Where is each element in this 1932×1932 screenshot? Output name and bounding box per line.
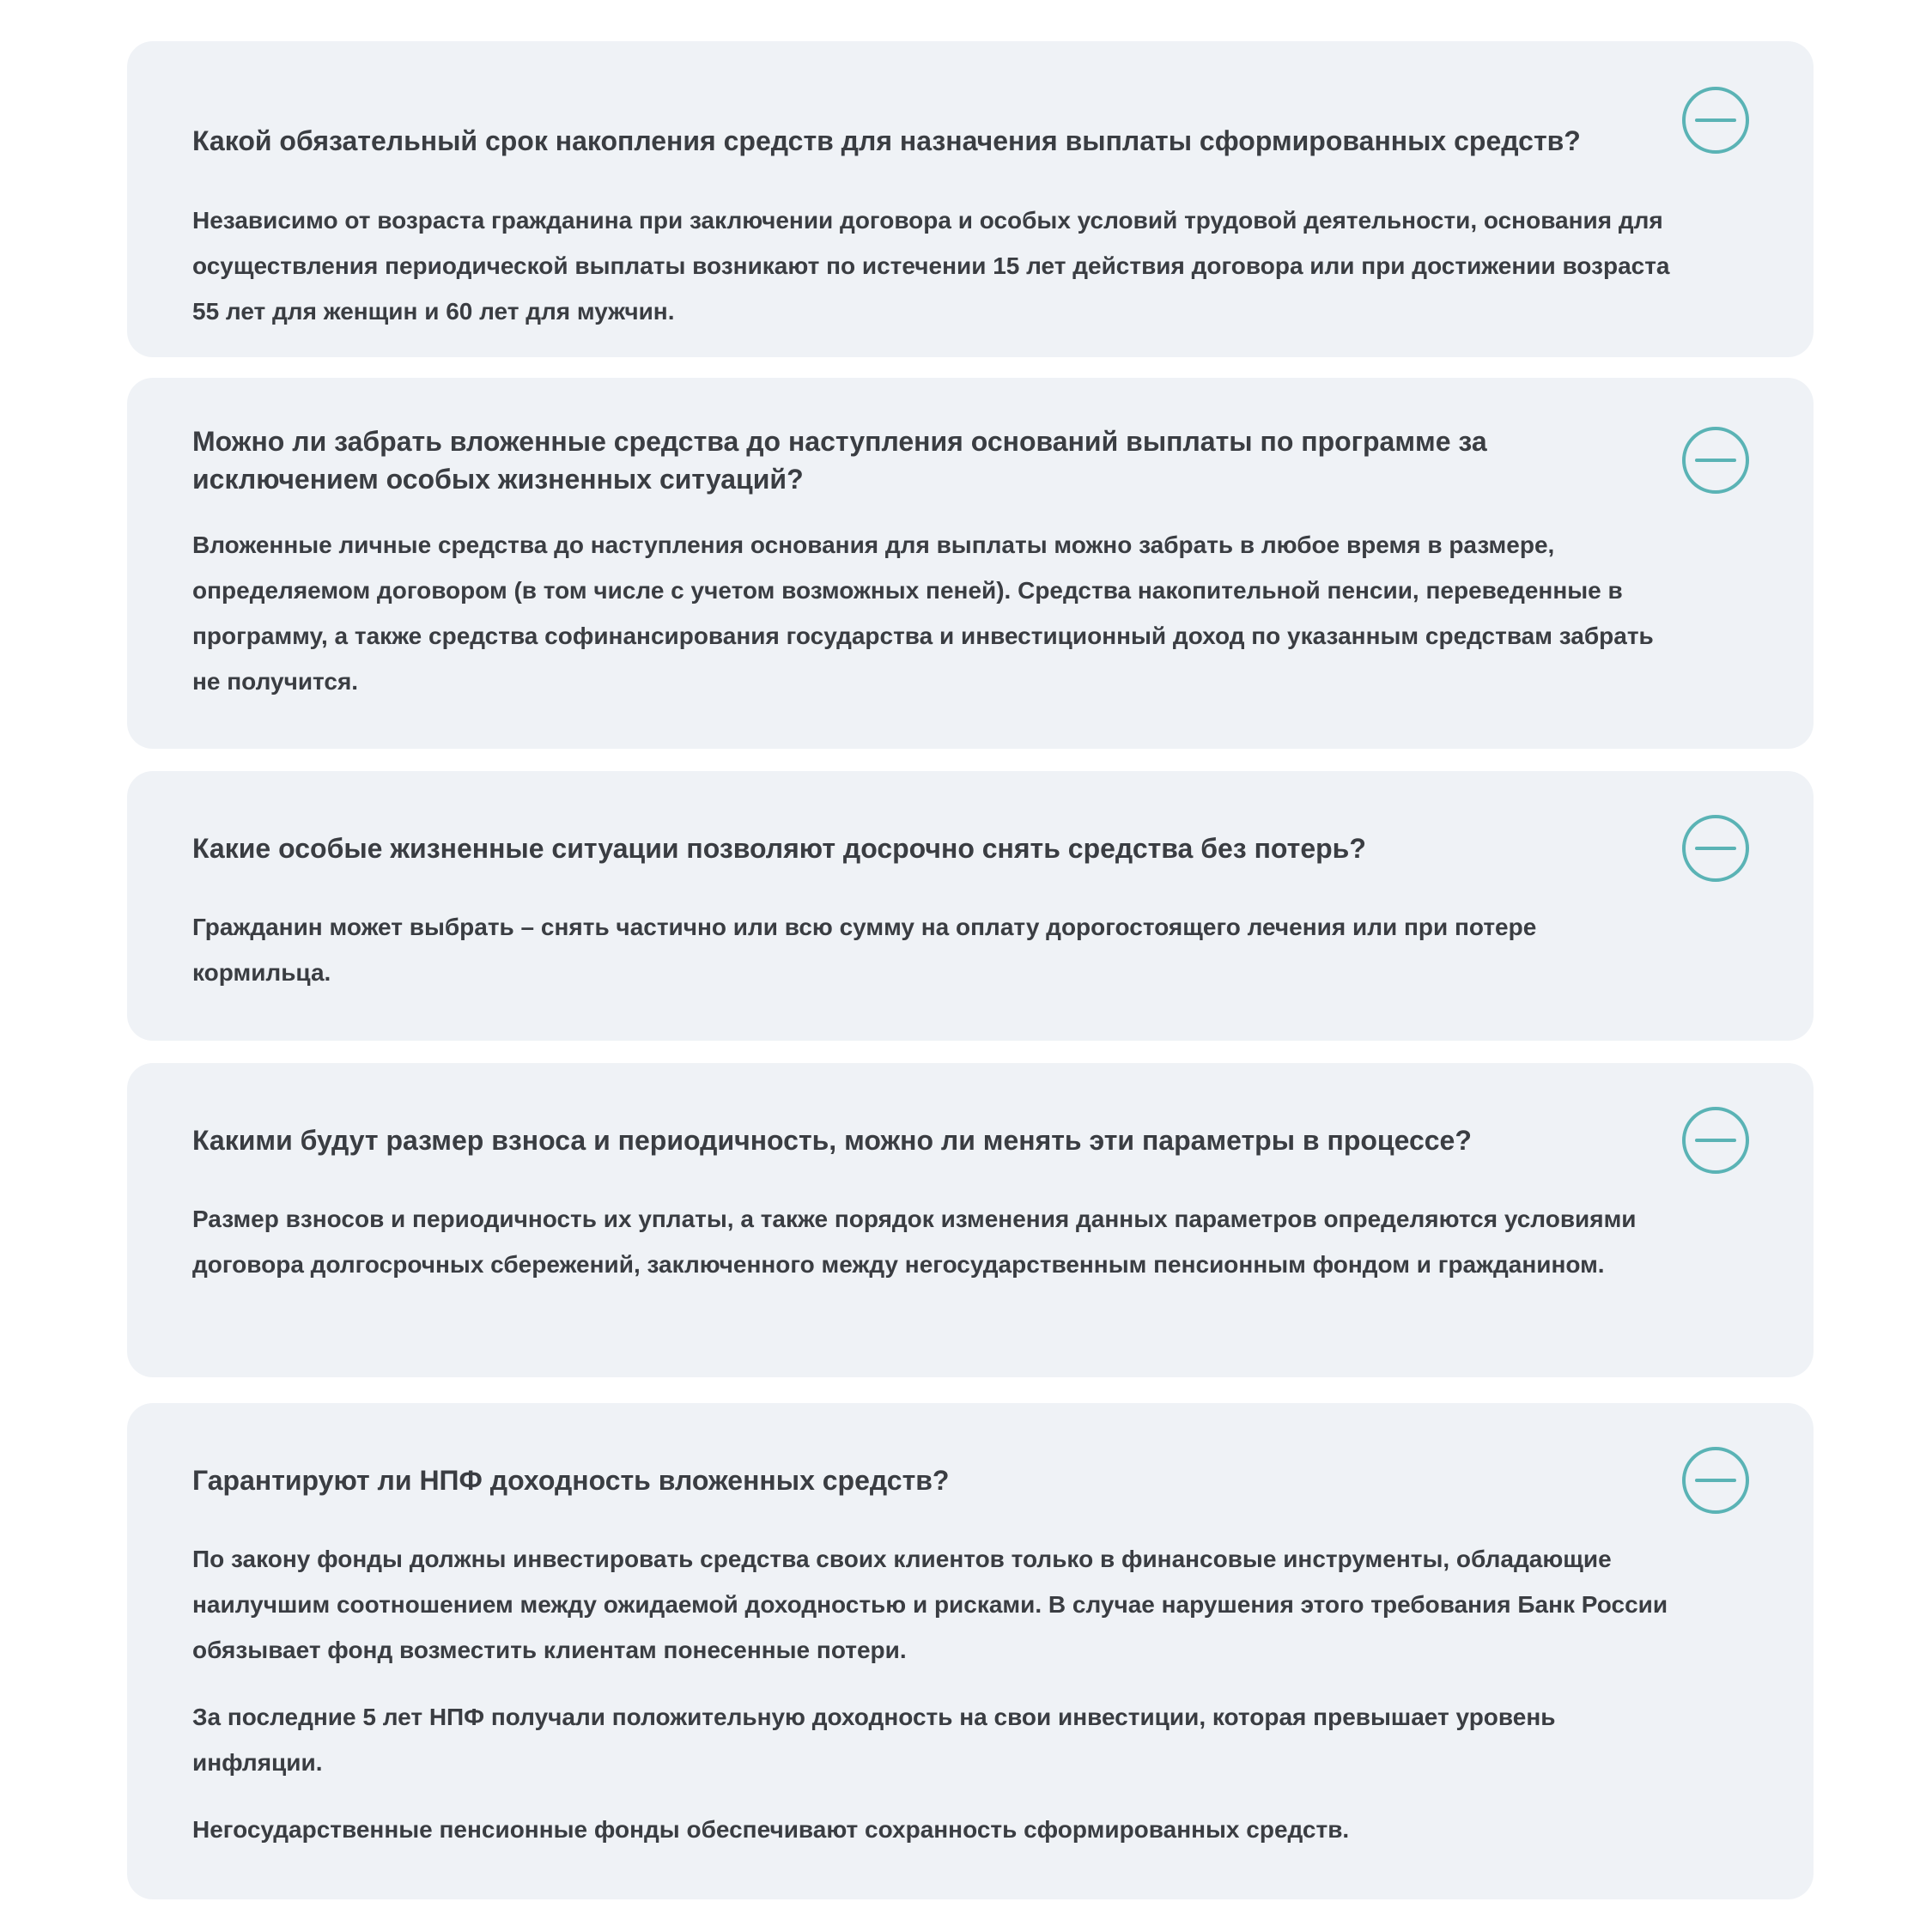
faq-question[interactable]: Какой обязательный срок накопления средств для назначения выплаты сформированных средств? [192,125,1581,156]
minus-circle-icon [1681,814,1750,883]
faq-item [127,771,1814,1041]
faq-answer [192,1196,1678,1287]
collapse-button[interactable] [1681,1106,1750,1175]
minus-circle-icon [1681,1446,1750,1515]
faq-answer [192,522,1678,704]
minus-circle-icon [1681,1106,1750,1175]
faq-answer [192,904,1678,995]
answer-paragraph: За последние 5 лет НПФ получали положительную доходность на свои инвестиции, которая превышает уровень инфляции. [192,1704,1556,1776]
faq-question[interactable]: Какие особые жизненные ситуации позволяют досрочно снять средства без потерь? [192,833,1366,864]
minus-circle-icon [1681,86,1750,155]
minus-circle-icon [1681,426,1750,495]
faq-question[interactable]: Гарантируют ли НПФ доходность вложенных средств? [192,1465,950,1496]
faq-item [127,1063,1814,1377]
collapse-button[interactable] [1681,814,1750,883]
answer-paragraph: Негосударственные пенсионные фонды обеспечивают сохранность сформированных средств. [192,1816,1350,1843]
faq-question[interactable]: Какими будут размер взноса и периодичность, можно ли менять эти параметры в процессе? [192,1125,1472,1156]
faq-item [127,41,1814,357]
answer-paragraph: Вложенные личные средства до наступления основания для выплаты можно забрать в любое время в размере, определяемом договором (в том числе с учетом возможных пеней). Средства накопительной пенсии, переведенные в программу, а также средства софинансирования государства и инвестиционный доход по указанным средствам забрать не получится. [192,532,1654,695]
collapse-button[interactable] [1681,426,1750,495]
collapse-button[interactable] [1681,86,1750,155]
collapse-button[interactable] [1681,1446,1750,1515]
answer-paragraph: Независимо от возраста гражданина при заключении договора и особых условий трудовой деятельности, основания для осуществления периодической выплаты возникают по истечении 15 лет действия договора или при достижении возраста 55 лет для женщин и 60 лет для мужчин. [192,207,1670,325]
faq-answer [192,1536,1678,1852]
faq-question[interactable]: Можно ли забрать вложенные средства до наступления оснований выплаты по программе за исключением особых жизненных ситуаций? [192,426,1487,495]
answer-paragraph: Гражданин может выбрать – снять частично или всю сумму на оплату дорогостоящего лечения или при потере кормильца. [192,914,1537,986]
faq-item [127,378,1814,749]
faq-item [127,1403,1814,1899]
faq-answer [192,197,1678,334]
answer-paragraph: По закону фонды должны инвестировать средства своих клиентов только в финансовые инструменты, обладающие наилучшим соотношением между ожидаемой доходностью и рисками. В случае нарушения этого требования Банк России обязывает фонд возместить клиентам понесенные потери. [192,1546,1668,1663]
answer-paragraph: Размер взносов и периодичность их уплаты, а также порядок изменения данных параметров определяются условиями договора долгосрочных сбережений, заключенного между негосударственным пенсионным фондом и гражданином. [192,1206,1637,1278]
